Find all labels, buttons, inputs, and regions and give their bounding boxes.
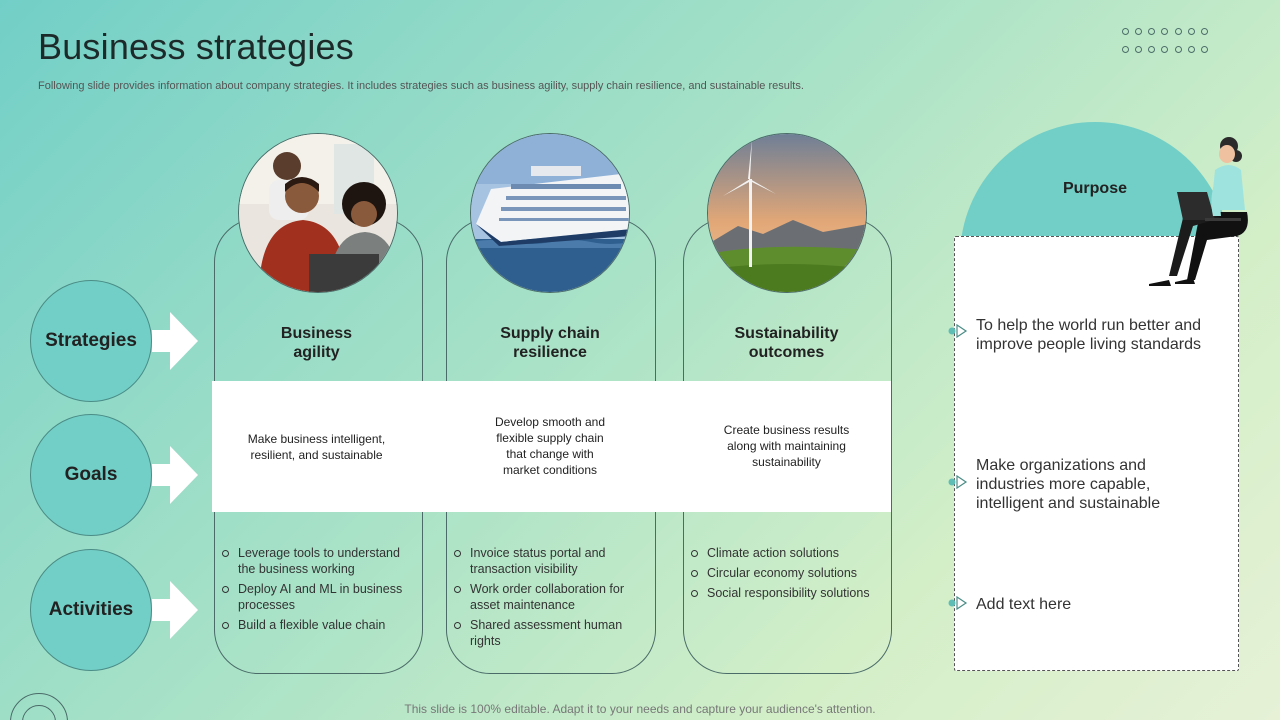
decorative-dots	[1122, 28, 1214, 56]
column-title-sustainability: Sustainability outcomes	[734, 325, 839, 361]
purpose-label: Purpose	[1062, 180, 1127, 197]
goal-supply-chain: Develop smooth and flexible supply chain that change with market conditions	[494, 415, 606, 477]
list-item: Climate action solutions	[689, 545, 885, 561]
list-item: Shared assessment human rights	[452, 617, 648, 649]
photo-team-meeting	[238, 133, 398, 293]
slide-title: Business strategies	[38, 26, 354, 67]
goal-sustainability: Create business results along with maintaining sustainability	[723, 423, 850, 469]
arrow-right-icon	[152, 446, 198, 504]
column-title-supply-chain: Supply chain resilience	[500, 325, 600, 361]
arrow-right-icon	[152, 581, 198, 639]
column-title-business-agility: Business agility	[280, 325, 353, 361]
bullet-marker-icon	[948, 475, 970, 489]
list-item: Invoice status portal and transaction visibility	[452, 545, 648, 577]
purpose-item: To help the world run better and improve people living standards	[976, 317, 1202, 353]
list-item: Deploy AI and ML in business processes	[220, 581, 416, 613]
activities-sustainability	[689, 545, 885, 605]
list-item: Work order collaboration for asset maintenance	[452, 581, 648, 613]
purpose-item: Add text here	[976, 596, 1072, 613]
person-laptop-illustration	[1145, 132, 1250, 292]
row-label-goals: Goals	[30, 414, 152, 536]
list-item: Circular economy solutions	[689, 565, 885, 581]
bullet-marker-icon	[948, 596, 970, 610]
list-item: Build a flexible value chain	[220, 617, 416, 633]
bullet-marker-icon	[948, 324, 970, 338]
purpose-item: Make organizations and industries more capable, intelligent and sustainable	[976, 457, 1161, 512]
activities-business-agility	[220, 545, 416, 637]
list-item: Leverage tools to understand the business working	[220, 545, 416, 577]
goal-business-agility: Make business intelligent, resilient, and sustainable	[247, 432, 386, 462]
photo-wind-turbine	[707, 133, 867, 293]
activities-supply-chain	[452, 545, 648, 653]
slide-subtitle: Following slide provides information about company strategies. It includes strategies such as business agility, supply chain resilience, and sustainable results.	[38, 80, 804, 92]
photo-cruise-ship	[470, 133, 630, 293]
arrow-right-icon	[152, 312, 198, 370]
row-label-activities: Activities	[30, 549, 152, 671]
row-label-strategies: Strategies	[30, 280, 152, 402]
footer-note: This slide is 100% editable. Adapt it to your needs and capture your audience's attention.	[404, 702, 876, 716]
list-item: Social responsibility solutions	[689, 585, 885, 601]
